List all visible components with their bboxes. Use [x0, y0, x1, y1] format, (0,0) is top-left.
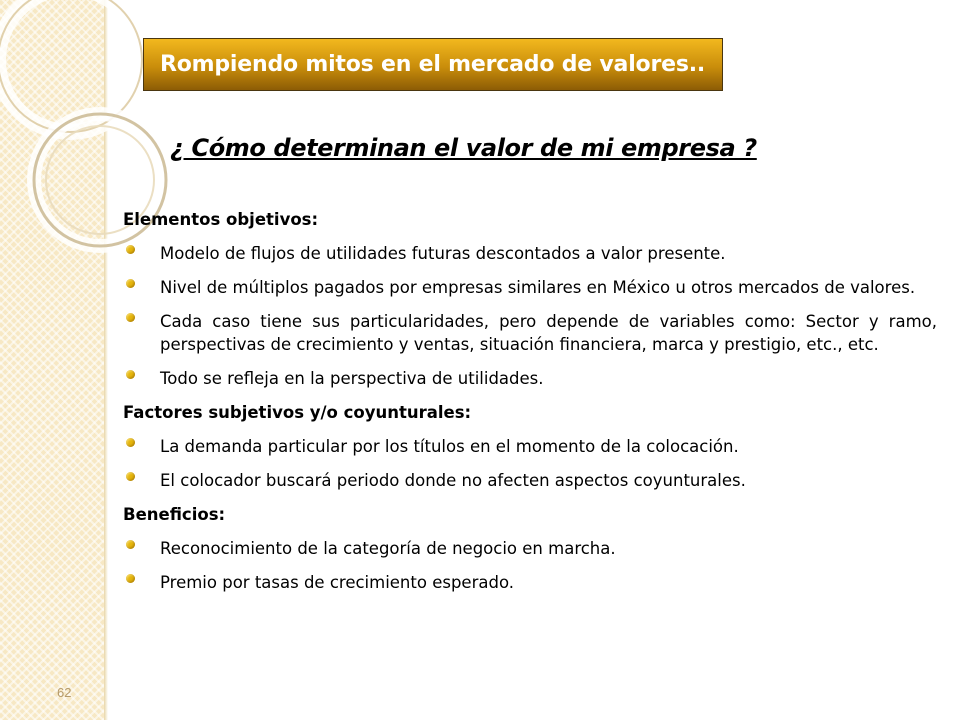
list-item-text: Premio por tasas de crecimiento esperado.: [160, 573, 514, 592]
list-item-text: La demanda particular por los títulos en el momento de la colocación.: [160, 437, 739, 456]
list-item: [123, 310, 937, 356]
sidebar-edge: [104, 0, 108, 720]
slide-content: [123, 208, 937, 605]
slide-subtitle: ¿ Cómo determinan el valor de mi empresa ?: [170, 134, 757, 162]
list-item: [123, 242, 937, 265]
bullet-icon: [126, 540, 135, 549]
list-item: [123, 276, 937, 299]
slide-title: Rompiendo mitos en el mercado de valores..: [160, 52, 706, 77]
bullet-icon: [126, 370, 135, 379]
list-item: [123, 367, 937, 390]
list-item-text: Modelo de flujos de utilidades futuras descontados a valor presente.: [160, 244, 726, 263]
list-item: [123, 537, 937, 560]
decorative-sidebar: [0, 0, 104, 720]
slide-title-bar: [143, 38, 723, 91]
list-item-text: Reconocimiento de la categoría de negocio en marcha.: [160, 539, 616, 558]
bullet-icon: [126, 438, 135, 447]
list-item-text: El colocador buscará periodo donde no afecten aspectos coyunturales.: [160, 471, 746, 490]
bullet-icon: [126, 313, 135, 322]
list-item-text: Nivel de múltiplos pagados por empresas similares en México u otros mercados de valores.: [160, 278, 916, 297]
section-heading: Factores subjetivos y/o coyunturales:: [123, 403, 472, 422]
bullet-icon: [126, 279, 135, 288]
bullet-icon: [126, 245, 135, 254]
list-item: [123, 571, 937, 594]
bullet-icon: [126, 472, 135, 481]
page-number: 62: [57, 685, 72, 700]
section-heading: Beneficios:: [123, 505, 226, 524]
list-item-text: Cada caso tiene sus particularidades, pero depende de variables como: Sector y ramo, perspectivas de crecimiento y ventas, situación financiera, marca y prestigio, etc., etc.: [160, 312, 937, 354]
list-item: [123, 469, 937, 492]
bullet-icon: [126, 574, 135, 583]
list-item-text: Todo se refleja en la perspectiva de utilidades.: [160, 369, 544, 388]
list-item: [123, 435, 937, 458]
section-heading: Elementos objetivos:: [123, 210, 319, 229]
